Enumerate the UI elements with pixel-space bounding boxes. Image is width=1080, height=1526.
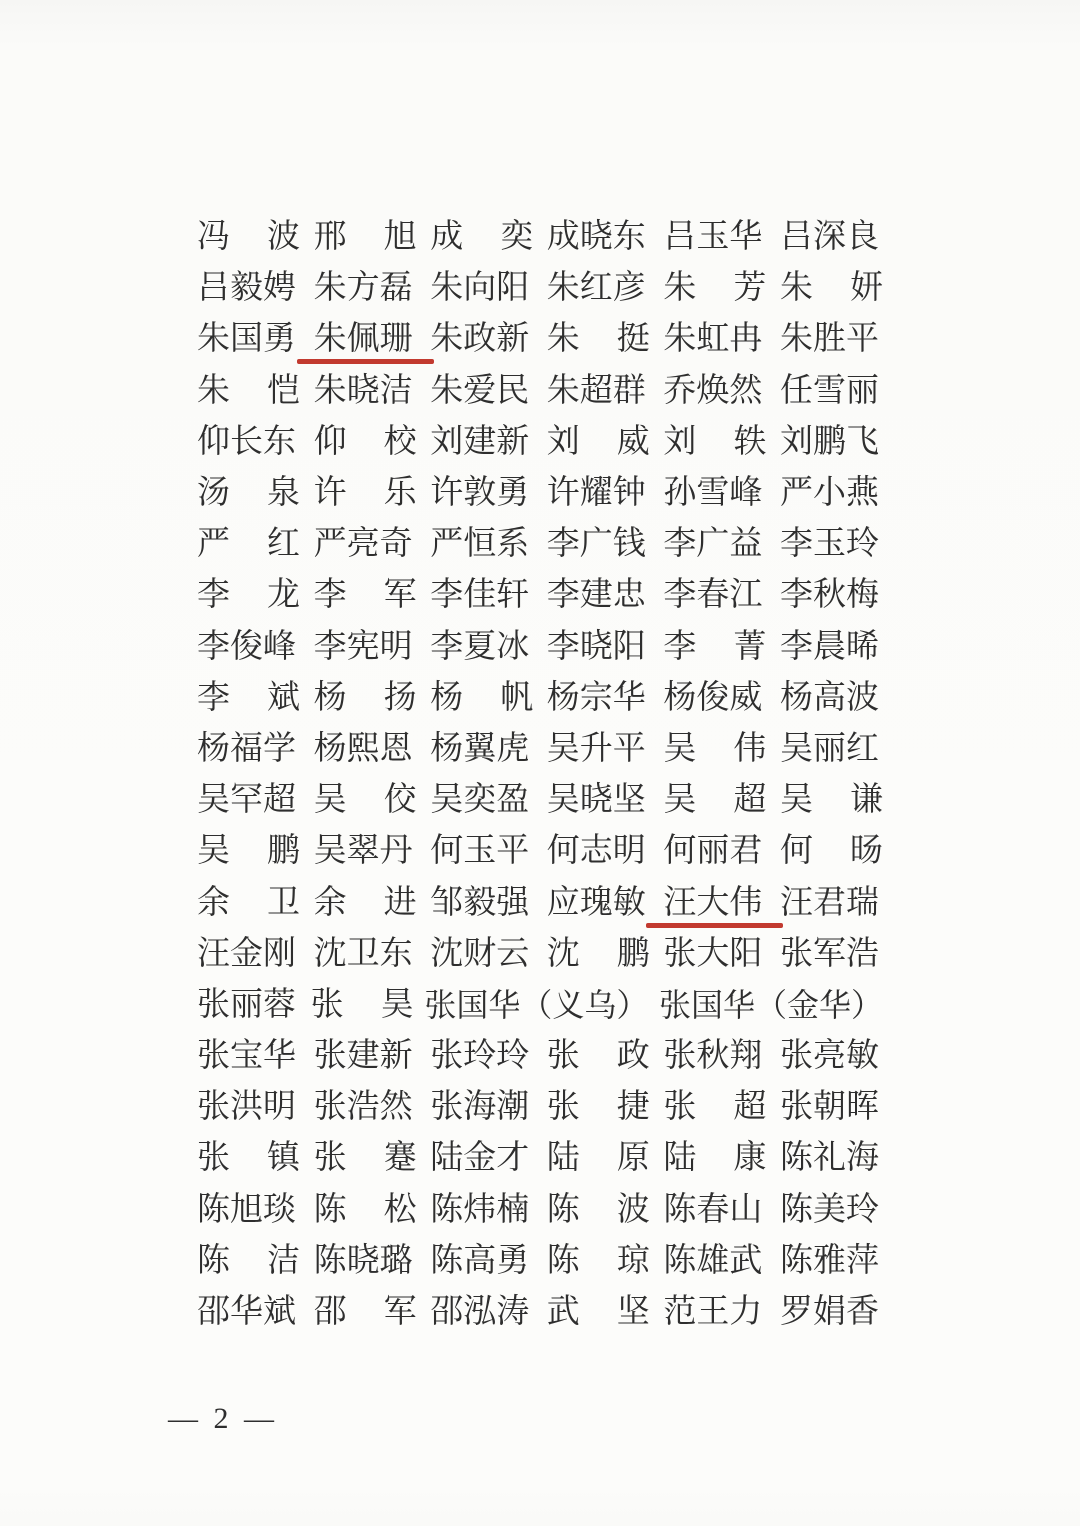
name-cell: [197, 372, 300, 409]
name-cell: 张朝晖: [779, 1089, 879, 1126]
name-character: 邢: [313, 219, 347, 256]
name-cell: [663, 423, 767, 460]
name-row: [197, 263, 883, 314]
name-cell: [197, 477, 300, 510]
name-row: [197, 826, 883, 877]
name-cell: 张军浩: [779, 935, 879, 972]
name-cell: 陈高勇: [430, 1242, 530, 1279]
name-character: 吴: [663, 782, 697, 819]
name-character: 扬: [383, 679, 417, 716]
name-cell: 仰长东: [197, 423, 296, 460]
name-character: 余: [197, 884, 230, 921]
name-row: [197, 1185, 883, 1236]
name-cell: 张丽蓉: [197, 986, 296, 1023]
name-cell: [314, 221, 417, 254]
name-cell: 李建忠: [546, 577, 646, 614]
name-character: 张: [546, 1038, 580, 1075]
name-cell: 杨俊威: [663, 679, 763, 716]
name-character: 轶: [733, 423, 767, 460]
name-cell: [430, 679, 534, 716]
name-cell: 朱红彦: [546, 270, 646, 307]
name-cell: [663, 1091, 766, 1124]
name-cell: 张浩然: [313, 1089, 413, 1126]
name-character: 许: [313, 475, 347, 512]
name-character: 吴: [313, 782, 347, 819]
name-character: 刘: [546, 423, 580, 460]
name-cell: [663, 730, 767, 767]
name-character: 沈: [546, 935, 580, 972]
name-cell: [313, 884, 417, 921]
name-cell: [314, 1296, 417, 1329]
name-cell: 沈卫东: [313, 935, 413, 972]
name-cell: [313, 1191, 417, 1228]
name-character: 谦: [849, 782, 883, 819]
name-character: 佼: [383, 782, 417, 819]
name-cell: 李夏冰: [430, 628, 530, 665]
name-cell: 张大阳: [663, 935, 763, 972]
name-character: 波: [267, 219, 300, 256]
name-character: 旭: [383, 219, 417, 256]
name-row: [197, 1031, 883, 1082]
name-character: 原: [616, 1140, 650, 1177]
name-character: 仰: [313, 423, 347, 460]
name-character: 吴: [779, 782, 813, 819]
name-cell: [780, 784, 883, 817]
name-cell: 朱政新: [430, 321, 530, 358]
name-cell: [314, 579, 417, 612]
name-cell: 汪大伟: [663, 887, 766, 920]
name-cell: 何玉平: [430, 833, 530, 870]
name-cell: 吕深良: [779, 219, 879, 256]
name-character: 朱: [197, 372, 230, 409]
name-cell: 汪君瑞: [779, 884, 879, 921]
name-row: [197, 622, 883, 673]
name-cell: 陈炜楠: [430, 1191, 530, 1228]
name-cell: 李玉玲: [779, 526, 879, 563]
name-cell: [547, 1040, 650, 1073]
name-cell: 李广钱: [546, 526, 646, 563]
name-cell: 吴升平: [546, 730, 646, 767]
name-row: [197, 1287, 883, 1338]
name-character: 军: [383, 577, 417, 614]
name-cell: 许耀钟: [546, 475, 646, 512]
name-cell: 李春江: [663, 577, 763, 614]
name-cell: 罗娟香: [779, 1294, 879, 1331]
name-character: 鹏: [267, 833, 300, 870]
name-cell: 吴翠丹: [313, 833, 413, 870]
name-character: 吴: [197, 833, 230, 870]
name-cell: [547, 1091, 650, 1124]
name-character: 余: [313, 884, 347, 921]
name-character: 恺: [267, 372, 300, 409]
name-character: 昊: [380, 986, 414, 1023]
name-row: [197, 366, 883, 417]
name-cell: 李晨晞: [779, 628, 879, 665]
name-cell: 陈旭琰: [197, 1191, 296, 1228]
name-character: 芳: [733, 270, 767, 307]
name-character: 杨: [430, 679, 464, 716]
name-character: 乐: [383, 475, 417, 512]
name-cell: [313, 679, 417, 716]
name-character: 政: [616, 1038, 650, 1075]
name-cell: 朱向阳: [430, 270, 530, 307]
name-cell: 乔焕然: [663, 372, 763, 409]
name-character: 妍: [849, 270, 883, 307]
name-cell: [546, 423, 650, 460]
name-character: 李: [663, 628, 697, 665]
name-cell: [197, 528, 300, 561]
name-character: 何: [779, 833, 813, 870]
name-character: 超: [733, 782, 767, 819]
name-cell: 吕毅娉: [197, 270, 296, 307]
name-cell: 邹毅强: [430, 884, 530, 921]
name-character: 卫: [267, 884, 300, 921]
name-cell: 沈财云: [430, 935, 530, 972]
name-character: 陈: [197, 1242, 230, 1279]
name-cell: 刘建新: [430, 423, 530, 460]
name-cell: [780, 272, 883, 305]
name-character: 菁: [733, 628, 767, 665]
name-cell: 朱佩珊: [314, 323, 417, 356]
name-character: 陆: [546, 1140, 580, 1177]
name-row: [197, 1082, 883, 1133]
name-character: 泉: [267, 475, 300, 512]
name-cell: 何丽君: [663, 833, 763, 870]
name-row: [197, 314, 883, 365]
name-cell: [197, 221, 300, 254]
name-character: 挺: [616, 321, 650, 358]
name-character: 张: [546, 1089, 580, 1126]
page-number: — 2 —: [168, 1402, 278, 1435]
name-character: 汤: [197, 475, 230, 512]
name-cell: 应瑰敏: [546, 884, 646, 921]
name-cell: 邵华斌: [197, 1294, 296, 1331]
name-cell: 李广益: [663, 526, 763, 563]
name-cell: 李晓阳: [546, 628, 646, 665]
name-character: 康: [733, 1140, 767, 1177]
name-cell: 李宪明: [313, 628, 413, 665]
name-character: 张: [197, 1140, 230, 1177]
name-character: 波: [616, 1191, 650, 1228]
name-cell: 范王力: [663, 1294, 763, 1331]
name-row: [197, 570, 883, 621]
name-cell: 严恒系: [430, 526, 530, 563]
name-cell: 陈晓璐: [313, 1242, 413, 1279]
name-cell: [314, 477, 417, 510]
name-cell: [663, 784, 766, 817]
name-cell: 杨宗华: [546, 679, 646, 716]
name-cell: 陈雅萍: [779, 1242, 879, 1279]
name-character: 李: [197, 577, 230, 614]
name-cell: 严亮奇: [313, 526, 413, 563]
name-cell: 许敦勇: [430, 475, 530, 512]
name-character: 冯: [197, 219, 230, 256]
name-cell: 李佳轩: [430, 577, 530, 614]
name-character: 吴: [663, 730, 697, 767]
name-cell: 吴丽红: [779, 730, 879, 767]
name-cell: 邵泓涛: [430, 1294, 530, 1331]
name-character: 斌: [267, 679, 300, 716]
name-cell: 张建新: [313, 1038, 413, 1075]
name-row: [197, 980, 883, 1031]
name-character: 进: [383, 884, 417, 921]
name-character: 奕: [500, 219, 534, 256]
name-character: 鹏: [616, 935, 650, 972]
name-row: [197, 775, 883, 826]
name-row: [197, 468, 883, 519]
name-character: 朱: [663, 270, 697, 307]
name-row: [197, 417, 883, 468]
name-cell: 张洪明: [197, 1089, 296, 1126]
name-character: 陈: [546, 1191, 580, 1228]
name-cell: 何志明: [546, 833, 646, 870]
name-character: 伟: [733, 730, 767, 767]
name-cell: 张宝华: [197, 1038, 296, 1075]
name-character: 洁: [267, 1242, 300, 1279]
red-underline-mark: [646, 923, 783, 928]
name-character: 朱: [546, 321, 580, 358]
name-cell: 朱晓洁: [313, 372, 413, 409]
name-cell: 张国华（金华）: [658, 987, 883, 1024]
name-cell: 朱虹冉: [663, 321, 763, 358]
name-cell: [314, 1142, 417, 1175]
name-cell: 严小燕: [779, 475, 879, 512]
name-cell: 张秋翔: [663, 1038, 763, 1075]
name-cell: [663, 1142, 766, 1175]
name-character: 镇: [267, 1140, 300, 1177]
name-cell: 汪金刚: [197, 935, 296, 972]
name-cell: 张海潮: [430, 1089, 530, 1126]
name-cell: 张玲玲: [430, 1038, 530, 1075]
red-underline-mark: [297, 359, 434, 364]
name-cell: 陈雄武: [663, 1242, 763, 1279]
name-cell: 刘鹏飞: [779, 423, 879, 460]
name-cell: 朱国勇: [197, 321, 296, 358]
name-character: 琼: [616, 1242, 650, 1279]
name-character: 红: [267, 526, 300, 563]
name-cell: [197, 884, 300, 921]
name-cell: 李秋梅: [779, 577, 879, 614]
name-character: 威: [616, 423, 650, 460]
name-cell: 李俊峰: [197, 628, 296, 665]
name-cell: [197, 835, 300, 868]
name-character: 朱: [779, 270, 813, 307]
name-character: 张: [310, 986, 344, 1023]
name-cell: 杨高波: [779, 679, 879, 716]
name-character: 李: [197, 679, 230, 716]
name-cell: [430, 221, 533, 254]
name-character: 旸: [849, 833, 883, 870]
name-character: 校: [383, 423, 417, 460]
name-cell: [197, 679, 300, 716]
name-character: 武: [546, 1294, 580, 1331]
name-grid: [197, 212, 883, 1338]
name-cell: 吴晓坚: [546, 782, 646, 819]
name-cell: [197, 1142, 300, 1175]
name-cell: 陈美玲: [779, 1191, 879, 1228]
name-character: 捷: [616, 1089, 650, 1126]
name-cell: 朱爱民: [430, 372, 530, 409]
name-cell: 陆金才: [430, 1140, 530, 1177]
name-character: 帆: [500, 679, 534, 716]
name-cell: [780, 835, 883, 868]
name-cell: [546, 935, 650, 972]
name-cell: 任雪丽: [779, 372, 879, 409]
name-cell: [546, 1242, 650, 1279]
name-character: 蹇: [383, 1140, 417, 1177]
name-cell: [314, 784, 417, 817]
name-character: 邵: [313, 1294, 347, 1331]
name-row: [197, 673, 883, 724]
name-character: 成: [430, 219, 464, 256]
name-cell: 孙雪峰: [663, 475, 763, 512]
name-cell: [547, 323, 650, 356]
name-character: 超: [733, 1089, 767, 1126]
name-cell: [197, 579, 300, 612]
name-cell: 张国华（义乌）: [424, 987, 649, 1024]
name-character: 松: [383, 1191, 417, 1228]
name-row: [197, 877, 883, 928]
name-cell: [197, 1242, 300, 1279]
name-cell: [310, 986, 414, 1023]
name-cell: 吴罕超: [197, 782, 296, 819]
name-cell: 杨熙恩: [313, 730, 413, 767]
name-row: [197, 212, 883, 263]
name-cell: [313, 423, 417, 460]
name-character: 张: [313, 1140, 347, 1177]
name-cell: 杨福学: [197, 730, 296, 767]
name-cell: 陈礼海: [779, 1140, 879, 1177]
name-character: 陈: [546, 1242, 580, 1279]
name-character: 张: [663, 1089, 697, 1126]
name-cell: 杨翼虎: [430, 730, 530, 767]
name-character: 杨: [313, 679, 347, 716]
name-cell: 朱方磊: [313, 270, 413, 307]
name-character: 陈: [313, 1191, 347, 1228]
name-character: 刘: [663, 423, 697, 460]
name-cell: [547, 1296, 650, 1329]
name-character: 严: [197, 526, 230, 563]
name-cell: 张亮敏: [779, 1038, 879, 1075]
name-character: 陆: [663, 1140, 697, 1177]
name-character: 龙: [267, 577, 300, 614]
name-cell: 吴奕盈: [430, 782, 530, 819]
name-cell: 成晓东: [546, 219, 646, 256]
name-row: [197, 929, 883, 980]
name-cell: 朱超群: [546, 372, 646, 409]
name-cell: 朱胜平: [779, 321, 879, 358]
name-row: [197, 724, 883, 775]
name-cell: [547, 1142, 650, 1175]
name-cell: [663, 272, 766, 305]
name-cell: 吕玉华: [663, 219, 763, 256]
name-row: [197, 519, 883, 570]
name-cell: [663, 628, 767, 665]
name-cell: [546, 1191, 650, 1228]
name-character: 李: [313, 577, 347, 614]
name-row: [197, 1133, 883, 1184]
name-cell: 陈春山: [663, 1191, 763, 1228]
name-character: 军: [383, 1294, 417, 1331]
name-character: 坚: [616, 1294, 650, 1331]
name-row: [197, 1236, 883, 1287]
